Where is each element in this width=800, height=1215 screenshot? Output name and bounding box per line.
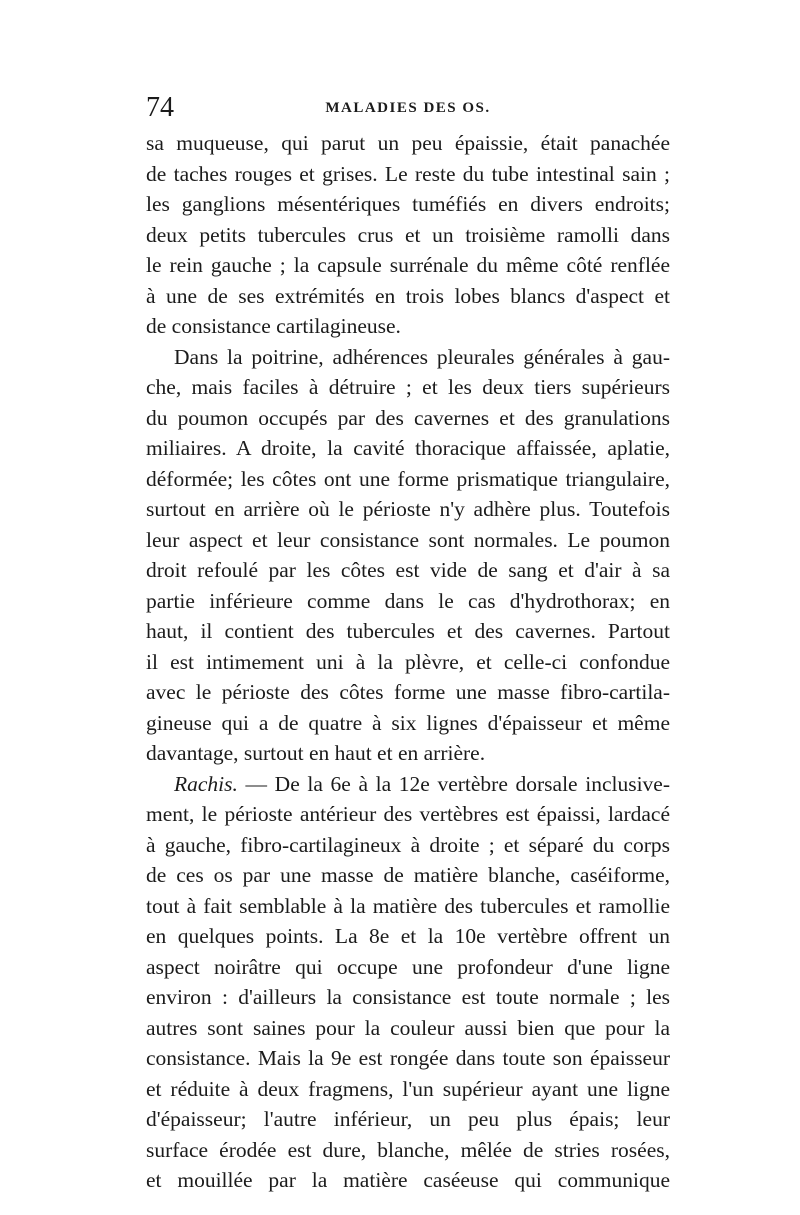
text-line: deux petits tubercules crus et un troisième ramolli dans: [146, 222, 670, 247]
text-line: davantage, surtout en haut et en arrière.: [146, 741, 486, 765]
text-line: les ganglions mésentériques tuméfiés en divers endroits;: [146, 192, 670, 216]
running-title: MALADIES DES OS.: [325, 100, 491, 116]
text-line: d'épaisseur; l'autre inférieur, un peu plus épais; leur: [146, 1107, 670, 1131]
text-line: partie inférieure comme dans le cas d'hydrothorax; en: [146, 588, 670, 613]
text-line: et réduite à deux fragmens, l'un supérieur ayant une ligne: [146, 1076, 670, 1101]
text-line: aspect noirâtre qui occupe une profondeur d'une ligne: [146, 954, 670, 979]
text-line: à une de ses extrémités en trois lobes blancs d'aspect et: [146, 283, 670, 308]
text-line: surface érodée est dure, blanche, mêlée de stries rosées,: [146, 1137, 670, 1162]
text-line: tout à fait semblable à la matière des tubercules et ramollie: [146, 893, 670, 918]
text-line: droit refoulé par les côtes est vide de sang et d'air à sa: [146, 558, 670, 582]
text-line: sa muqueuse, qui parut un peu épaissie, était panachée: [146, 131, 670, 155]
text-line: du poumon occupés par des cavernes et des granulations: [146, 405, 670, 430]
body-text: [146, 128, 670, 1196]
page-header: [146, 90, 670, 126]
page-number: 74: [146, 92, 174, 123]
rachis-label: Rachis.: [174, 771, 238, 796]
text-line: miliaires. A droite, la cavité thoracique affaissée, aplatie,: [146, 436, 670, 460]
text-line: de taches rouges et grises. Le reste du tube intestinal sain ;: [146, 161, 670, 186]
text-line: surtout en arrière où le périoste n'y adhère plus. Toutefois: [146, 497, 670, 521]
text-line: avec le périoste des côtes forme une masse fibro-cartila-: [146, 680, 670, 704]
text-line-rachis: [146, 769, 670, 800]
text-line: gineuse qui a de quatre à six lignes d'épaisseur et même: [146, 710, 670, 735]
text-line: Dans la poitrine, adhérences pleurales générales à gau-: [174, 344, 670, 369]
text-line: environ : d'ailleurs la consistance est toute normale ; les: [146, 985, 670, 1009]
text-line: à gauche, fibro-cartilagineux à droite ; et séparé du corps: [146, 832, 670, 857]
text-line: en quelques points. La 8e et la 10e vertèbre offrent un: [146, 924, 670, 948]
rachis-text: — De la 6e à la 12e vertèbre dorsale inclusive-: [245, 771, 670, 796]
text-line: haut, il contient des tubercules et des cavernes. Partout: [146, 619, 670, 643]
text-line: de ces os par une masse de matière blanche, caséiforme,: [146, 863, 670, 887]
text-line: le rein gauche ; la capsule surrénale du même côté renflée: [146, 253, 670, 277]
text-line: leur aspect et leur consistance sont normales. Le poumon: [146, 527, 670, 552]
text-line: ment, le périoste antérieur des vertèbres est épaissi, lardacé: [146, 802, 670, 826]
text-line: déformée; les côtes ont une forme prismatique triangulaire,: [146, 466, 670, 491]
text-line: consistance. Mais la 9e est rongée dans toute son épaisseur: [146, 1046, 670, 1070]
text-line: autres sont saines pour la couleur aussi bien que pour la: [146, 1015, 670, 1040]
text-line: et mouillée par la matière caséeuse qui communique: [146, 1168, 670, 1192]
text-line: che, mais faciles à détruire ; et les deux tiers supérieurs: [146, 375, 670, 399]
text-line: il est intimement uni à la plèvre, et celle-ci confondue: [146, 649, 670, 674]
text-line: de consistance cartilagineuse.: [146, 314, 401, 338]
